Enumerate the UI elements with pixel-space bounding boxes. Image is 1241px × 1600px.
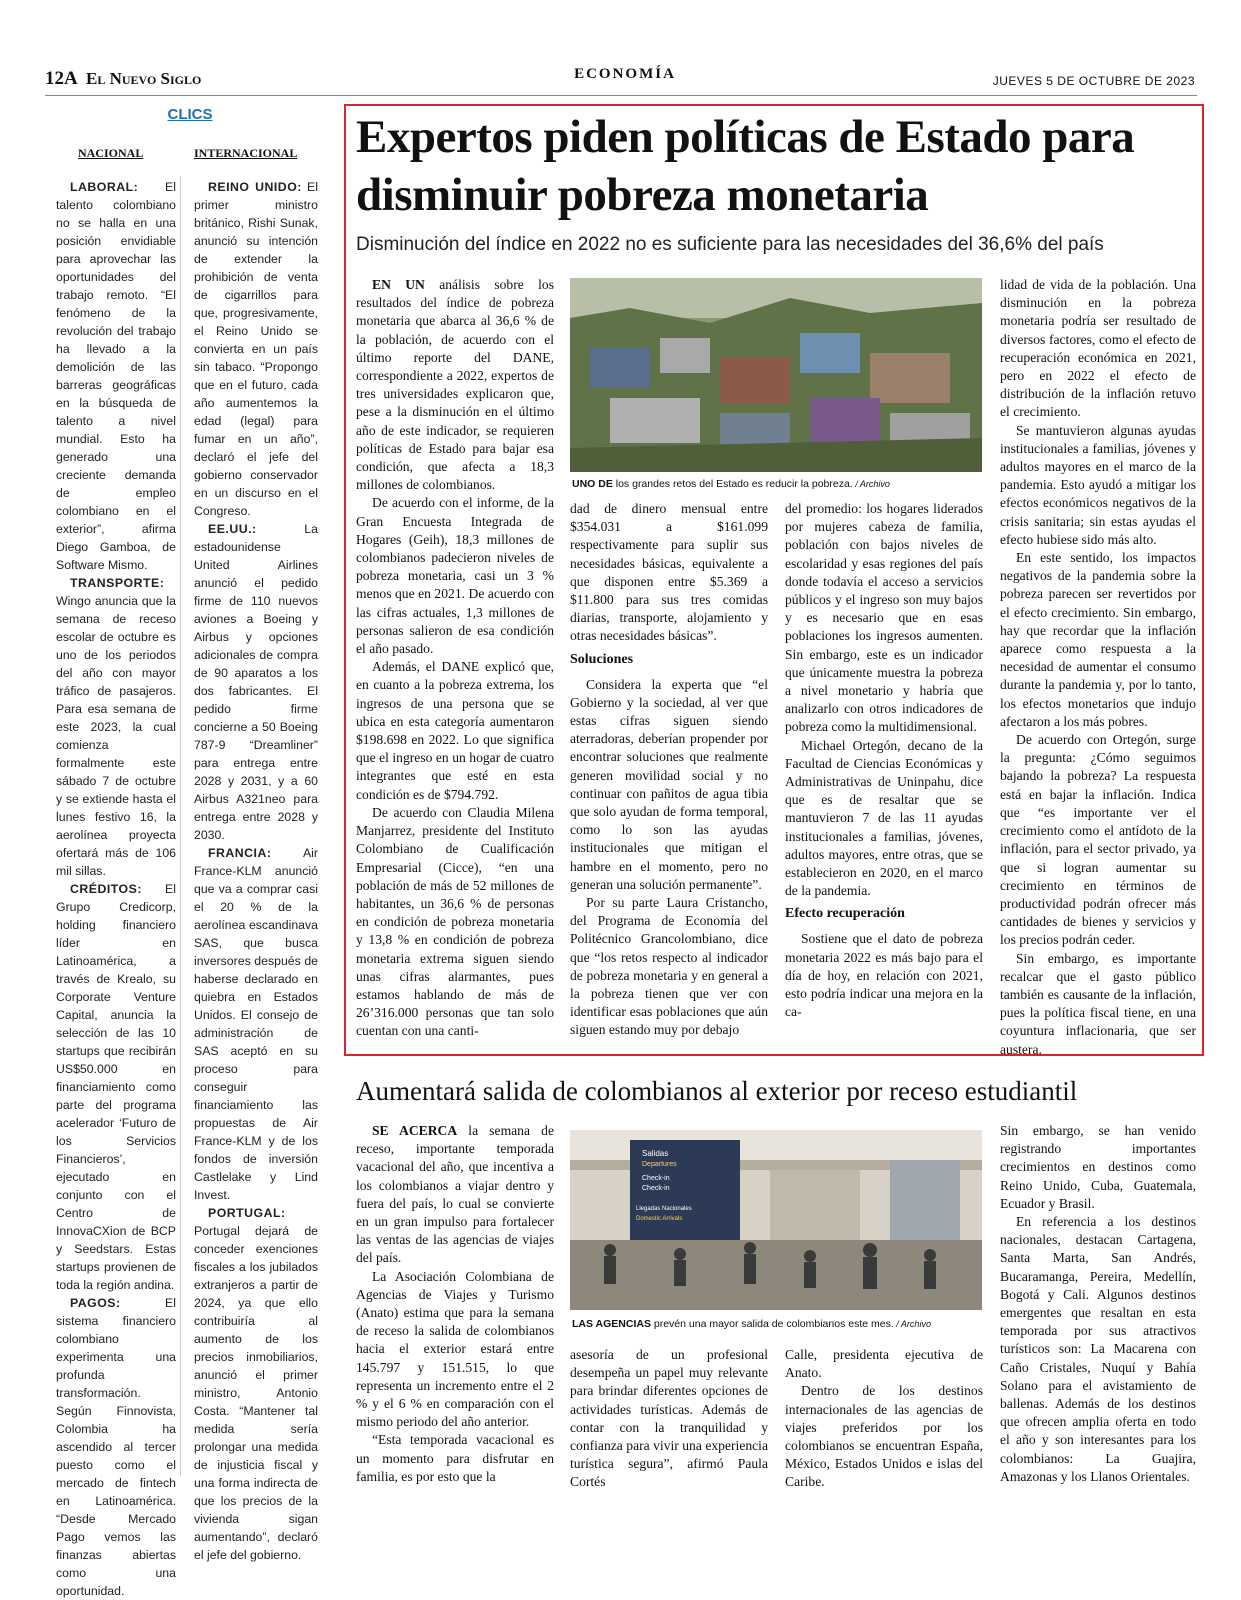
article-subheadline: Disminución del índice en 2022 no es suficiente para las necesidades del 36,6% del país — [356, 234, 1104, 255]
airport-sign-text: Domestic Arrivals — [636, 1216, 683, 1222]
article2-headline: Aumentará salida de colombianos al exterior por receso estudiantil — [356, 1076, 1078, 1106]
airport-sign-text: Salidas — [642, 1149, 669, 1158]
article-paragraph: EN UN análisis sobre los resultados del índice de pobreza monetaria que abarca al 36,6 % de la población, de acuerdo con el último reporte del DANE, correspondiente a 2022, expertos de tres universidades explicaron que, pese a la disminución en el último año de este indicador, se requieren políticas de Estado para bajar esa condición, que afecta a 18,3 millones de colombianos. — [356, 277, 555, 493]
page-header-left — [45, 68, 201, 90]
article-paragraph: dad de dinero mensual entre $354.031 a $161.099 respectivamente para suplir sus necesidades básicas, equivalente a que disponen entre $5.369 a $11.800 para sus tres comidas diarias, transporte, alojamiento y otras necesidades básicas”. — [570, 501, 768, 644]
article-paragraph: del promedio: los hogares liderados por mujeres cabeza de familia, población con bajos niveles de escolaridad y esas regiones del país donde todavía el acceso a servicios públicos y el ingreso son muy bajos y es necesario que en esas poblaciones los ingresos aumenten. Sin embargo, este es un indicador que únicamente muestra la pobreza a nivel monetario y habría que analizarlo con otros indicadores de pobreza como la multidimensional. — [785, 501, 983, 735]
brief-item: FRANCIA: Air France-KLM anunció que va a comprar casi el 20 % de la aerolínea escandinava SAS, que busca inversores después de haberse declarado en quiebra en Estados Unidos. El consejo de administración de SAS aceptó en su proceso para conseguir financiamiento las propuestas de Air France-KLM y de los fondos de inversión Castlelake y Lind Invest. — [194, 846, 318, 1202]
airport-sign-text: Check-in — [642, 1185, 670, 1192]
brief-item: CRÉDITOS: El Grupo Credicorp, holding financiero líder en Latinoamérica, a través de Krealo, su Corporate Venture Capital, anuncia la selección de las 10 startups que recibirán US$50.000 en financiamiento como parte del programa acelerador ‘Futuro de los Servicios Financieros’, ejecutado en conjunto con el Centro de InnovaCXion de BCP y Seedstars. Estas startups provienen de toda la región andina. — [56, 882, 176, 1292]
page-number: 12A — [45, 68, 78, 89]
article-paragraph: Por su parte Laura Cristancho, del Programa de Economía del Politécnico Grancolombiano, dice que “los retos respecto al indicador de pobreza monetaria y en general a la pobreza tienen que ver con identificar esas poblaciones que aún siguen estando muy por debajo — [570, 895, 768, 1038]
header-divider — [45, 95, 1197, 96]
article-paragraph: “Esta temporada vacacional es un momento para disfrutar en familia, es por esto que la — [356, 1432, 554, 1484]
sidebar-divider — [180, 176, 181, 1476]
article-paragraph: Dentro de los destinos internacionales de las agencias de viajes preferidos por los colombianos se encuentran España, México, Estados Unidos e islas del Caribe. — [785, 1383, 983, 1490]
article2-column-4 — [1000, 1122, 1196, 1486]
article-paragraph: Calle, presidenta ejecutiva de Anato. — [785, 1347, 983, 1381]
brief-item: PORTUGAL: Portugal dejará de conceder exenciones fiscales a los jubilados extranjeros a partir de 2024, ya que ello contribuiría al aumento de los precios inmobiliarios, anunció el primer ministro, Antonio Costa. “Mantener tal medida sería prolongar una medida de injusticia fiscal y una forma indirecta de que los precios de la vivienda sigan aumentando”, declaró el jefe del gobierno. — [194, 1206, 318, 1562]
col-head-nacional: NACIONAL — [78, 146, 144, 160]
article-paragraph: De acuerdo con Claudia Milena Manjarrez, presidente del Instituto Colombiano de Cualificación Empresarial (Cicce), “en una población de más de 52 millones de habitantes, un 36,6 % de personas en condición de pobreza monetaria y 13,8 % en condición de pobreza monetaria extrema siguen siendo unas cifras alarmantes, pues estamos hablando de más de 26’316.000 personas que tan solo cuentan con una canti- — [356, 804, 554, 1039]
article-paragraph: asesoría de un profesional desempeña un papel muy relevante para brindar diferentes opciones de actividades turísticas. Además de contar con la tranquilidad y confianza para vivir una experiencia turística segura”, afirmó Paula Cortés — [570, 1347, 768, 1490]
airport-sign-text: Check-in — [642, 1175, 670, 1182]
article-paragraph: En este sentido, los impactos negativos de la pandemia sobre la pobreza parecen ser revertidos por el efecto crecimiento. Sin embargo, hay que recordar que la inflación aparece como respuesta a la necesidad de aumentar el consumo durante la pandemia y, por lo tanto, los efectos monetarios que indujo afectaron a los más pobres. — [1000, 550, 1196, 729]
article-paragraph: lidad de vida de la población. Una disminución en la pobreza monetaria podría ser resultado de diversos factores, como el efecto de recuperación económica en 2021, pero en 2022 el efecto de distribución de la inflación retuvo el crecimiento. — [1000, 277, 1196, 420]
sidebar-internacional-column — [194, 178, 318, 1564]
article1-photo-caption: UNO DE los grandes retos del Estado es reducir la pobreza. / Archivo — [572, 478, 890, 490]
hillside-houses-photo — [570, 278, 982, 472]
section-title: ECONOMÍA — [574, 66, 676, 82]
article1-column-4 — [1000, 276, 1196, 1059]
airport-sign-text: Llegadas Nacionales — [636, 1206, 692, 1212]
article-paragraph: De acuerdo con el informe, de la Gran Encuesta Integrada de Hogares (Geih), 18,3 millones de colombianos padecieron niveles de pobreza monetaria, casi un 3 % menos que en 2021. De acuerdo con las cifras actuales, 1,3 millones de personas salieron de esa condición el año pasado. — [356, 495, 554, 657]
article-paragraph: Considera la experta que “el Gobierno y la sociedad, al ver que estas cifras siguen siendo aterradoras, deberían propender por encontrar soluciones que realmente generen movilidad social y no continuar con pañitos de agua tibia que solo ayudan de forma temporal, como lo son las ayudas institucionales que mitigan el hambre en el momento, pero no generan una solución permanente”. — [570, 676, 768, 892]
article-paragraph: Sostiene que el dato de pobreza monetaria 2022 es más bajo para el día de hoy, en relación con 2021, esto podría indicar una mejora en la ca- — [785, 931, 983, 1020]
sidebar-title: CLICS — [167, 106, 213, 123]
article-paragraph: Se mantuvieron algunas ayudas institucionales a familias, jóvenes y adultos mayores en el marco de la pandemia. Esto ayudó a mitigar los efectos económicos negativos de la crisis sanitaria; sin estas ayudas el efecto hubiese sido más alto. — [1000, 422, 1196, 547]
article-paragraph: Sin embargo, es importante recalcar que el gasto público también es causante de la inflación, pues la política fiscal tiene, en una coyuntura inflacionaria, que ser austera. — [1000, 950, 1196, 1057]
brief-item: EE.UU.: La estadounidense United Airlines anunció el pedido firme de 110 nuevos aviones a Boeing y Airbus y opciones adicionales de compra de 90 aparatos a los dos fabricantes. El pedido firme concierne a 50 Boeing 787-9 “Dreamliner” para entrega entre 2028 y 2031, y a 60 Airbus A321neo para entrega entre 2028 y 2030. — [194, 522, 318, 842]
brief-item: TRANSPORTE: Wingo anuncia que la semana de receso escolar de octubre es uno de los periodos del año con mayor tráfico de pasajeros. Para esa semana de este 2023, la cual comienza formalmente este sábado 7 de octubre y se extiende hasta el lunes festivo 16, la aerolínea proyecta ofertará más de 106 mil sillas. — [56, 576, 176, 878]
article-paragraph: De acuerdo con Ortegón, surge la pregunta: ¿Cómo seguimos bajando la pobreza? La respuesta está en bajar la inflación. Indica que “es importante ver el crecimiento como el antídoto de la inflación, para el sector privado, ya que si logran aumentar su crecimiento en términos de productividad podrán ofrecer más cantidades de bienes y servicios y los precios podrán ceder. — [1000, 732, 1196, 948]
article-paragraph: SE ACERCA la semana de receso, importante temporada vacacional del año, que incentiva a los colombianos a viajar dentro y fuera del país, lo cual se convierte en un gran impulso para fortalecer las ventas de las agencias de viajes del país. — [356, 1123, 554, 1266]
section-subhead: Efecto recuperación — [785, 906, 905, 922]
sidebar-nacional-column — [56, 178, 176, 1600]
article2-photo — [570, 1130, 982, 1310]
article-paragraph: La Asociación Colombiana de Agencias de Viajes y Turismo (Anato) estima que para la semana de receso la salida de colombianos hacia el exterior estará entre 145.797 y 151.515, lo que representa un incremento entre el 2 % y el 6 % en comparación con el mismo periodo del año anterior. — [356, 1268, 554, 1430]
article2-photo-caption: LAS AGENCIAS prevén una mayor salida de colombianos este mes. / Archivo — [572, 1318, 931, 1330]
brief-item: PAGOS: El sistema financiero colombiano experimenta una profunda transformación. Según Finnovista, Colombia ha ascendido al tercer puesto como el mercado de fintech en Latinoamérica. “Desde Mercado Pago vemos las finanzas abiertas como una oportunidad. — [56, 1296, 176, 1598]
newspaper-name: El Nuevo Siglo — [85, 69, 202, 88]
article1-column-1 — [356, 276, 554, 1041]
article2-column-2 — [570, 1346, 768, 1492]
article1-photo — [570, 278, 982, 472]
brief-item: LABORAL: El talento colombiano no se halla en una posición envidiable para aprovechar las oportunidades del trabajo remoto. “El fenómeno de la revolución del trabajo ha llevado a la demolición de las barreras geográficas en la búsqueda de talento a nivel mundial. Esto ha generado una creciente demanda de empleo colombiano en el exterior”, afirma Diego Gamboa, de Software Mismo. — [56, 180, 176, 572]
col-head-internacional: INTERNACIONAL — [194, 146, 298, 160]
airport-sign-text: Departures — [642, 1161, 677, 1168]
brief-item: REINO UNIDO: El primer ministro británico, Rishi Sunak, anunció su intención de extender la prohibición de venta de cigarrillos para que, progresivamente, el Reino Unido se convierta en un país sin tabaco. “Propongo que en el futuro, cada año aumentemos la edad (legal) para fumar en un año”, declaró el jefe del gobierno conservador en un discurso en el Congreso. — [194, 180, 318, 518]
airport-terminal-photo — [570, 1130, 982, 1310]
article-paragraph: Sin embargo, se han venido registrando importantes crecimientos en destinos como Reino Unido, Cuba, Guatemala, Ecuador y Brasil. — [1000, 1123, 1196, 1211]
article1-column-3 — [785, 500, 983, 1021]
article-paragraph: Además, el DANE explicó que, en cuanto a la pobreza extrema, los ingresos de una persona que se ubica en esta categoría aumentaron $198.698 en 2022. Lo que significa que el ingreso en un hogar de cuatro integrantes que esté en esta condición es de $794.792. — [356, 659, 554, 802]
article1-column-2 — [570, 500, 768, 1040]
article2-column-3 — [785, 1346, 983, 1492]
issue-date: JUEVES 5 DE OCTUBRE DE 2023 — [992, 74, 1195, 88]
article2-column-1 — [356, 1122, 554, 1486]
article-headline: Expertos piden políticas de Estado para disminuir pobreza monetaria — [356, 111, 1135, 221]
section-subhead: Soluciones — [570, 651, 634, 667]
article-paragraph: Michael Ortegón, decano de la Facultad de Ciencias Económicas y Administrativas de Uninpahu, dice que es de resaltar que se mantuvieron 7 de las 11 ayudas institucionales a familias, jóvenes, adultos mayores, entre otras, que se establecieron en 2020, en el marco de la pandemia. — [785, 737, 983, 899]
article-paragraph: En referencia a los destinos nacionales, destacan Cartagena, Santa Marta, San Andrés, Bucaramanga, Pereira, Medellín, Bogotá y Cali. Algunos destinos emergentes que resaltan en esta temporada por sus atractivos turísticos son: La Macarena con Caño Cristales, Nuquí y Bahía Solano para el avistamiento de ballenas. Además de los destinos que ofrecen amplia oferta en todo el año y son interesantes para los colombianos: La Guajira, Amazonas y los Llanos Orientales. — [1000, 1214, 1196, 1484]
